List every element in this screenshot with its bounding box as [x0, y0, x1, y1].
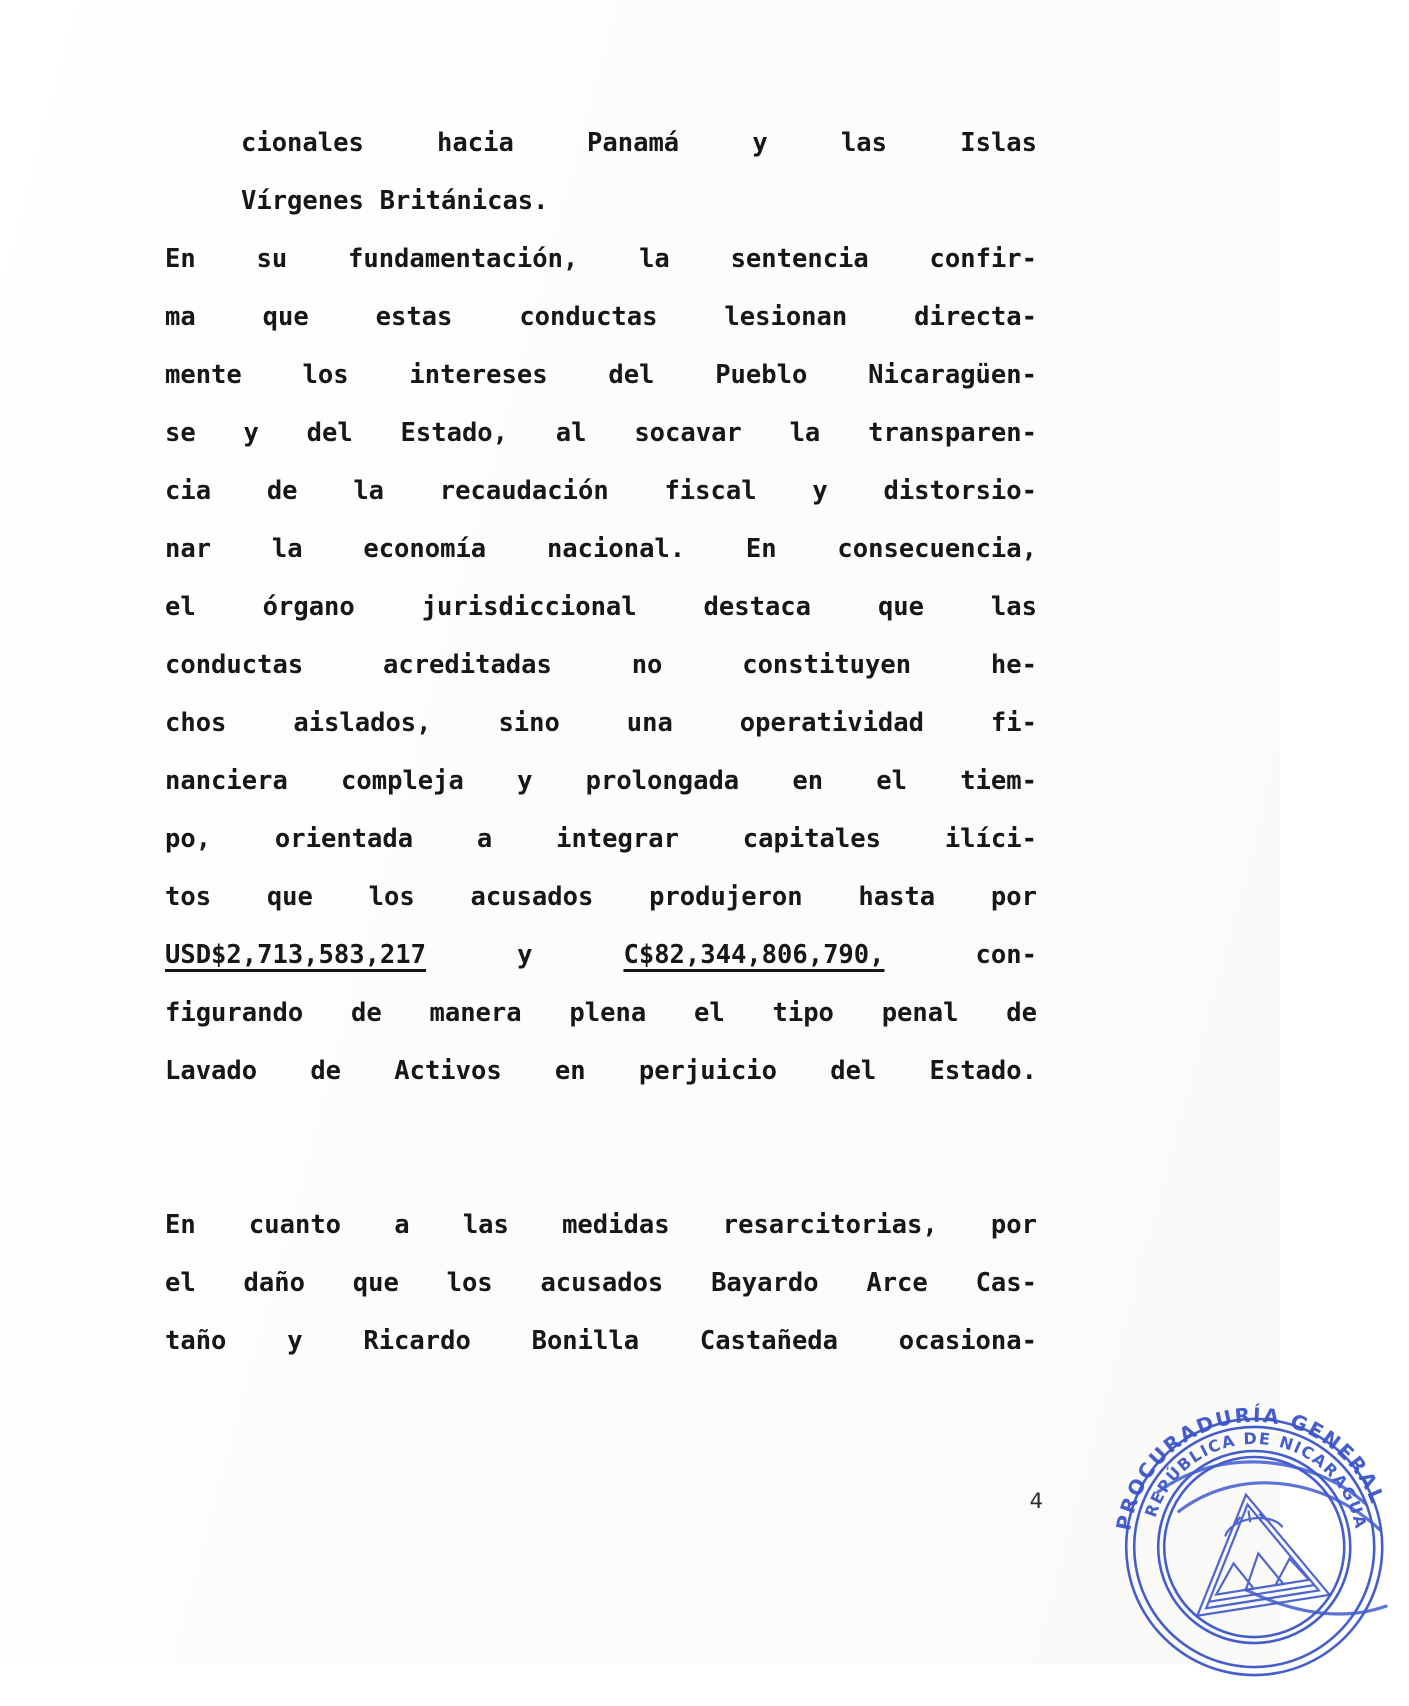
- word: confir-: [929, 244, 1037, 274]
- word: con-: [975, 940, 1037, 970]
- text-line: [165, 708, 1037, 766]
- text-line: [165, 1056, 1037, 1114]
- word: del: [830, 1056, 877, 1086]
- word: la: [789, 418, 821, 448]
- text-line: [165, 1210, 1037, 1268]
- word: tipo: [772, 998, 834, 1028]
- word: produjeron: [649, 882, 803, 912]
- word: directa-: [914, 302, 1037, 332]
- page-number: 4: [1029, 1489, 1043, 1513]
- word: en: [792, 766, 824, 796]
- word: Ricardo: [363, 1326, 471, 1356]
- word: Bayardo: [711, 1268, 819, 1298]
- word: de: [350, 998, 382, 1028]
- word: las: [990, 592, 1037, 622]
- word: resarcitorias,: [722, 1210, 938, 1240]
- text-line: [165, 824, 1037, 882]
- word: y: [517, 940, 533, 970]
- word: a: [394, 1210, 410, 1240]
- word: tiem-: [960, 766, 1037, 796]
- word: que: [262, 302, 309, 332]
- text-line: [165, 1268, 1037, 1326]
- word: En: [745, 534, 777, 564]
- word: y: [287, 1326, 303, 1356]
- word: ocasiona-: [898, 1326, 1037, 1356]
- word: la: [353, 476, 385, 506]
- word: sentencia: [730, 244, 869, 274]
- text-line: [165, 766, 1037, 824]
- word: que: [877, 592, 924, 622]
- word: acusados: [540, 1268, 664, 1298]
- paragraph-continuation: [165, 128, 1037, 244]
- word: penal: [881, 998, 959, 1028]
- word: y: [812, 476, 828, 506]
- word: prolongada: [585, 766, 740, 796]
- word: consecuencia,: [837, 534, 1037, 564]
- word: economía: [363, 534, 487, 564]
- seal-inner-text: REPÚBLICA DE NICARAGUA: [1141, 1428, 1371, 1532]
- word: no: [631, 650, 663, 680]
- word: recaudación: [439, 476, 609, 506]
- word: por: [990, 882, 1037, 912]
- word: transparen-: [868, 418, 1037, 448]
- amount-usd: USD$2,713,583,217: [165, 940, 426, 970]
- word: orientada: [274, 824, 414, 854]
- word: la: [639, 244, 670, 274]
- word: conductas: [519, 302, 658, 332]
- word: plena: [569, 998, 647, 1028]
- word: tos: [165, 882, 212, 912]
- word: y: [752, 128, 768, 158]
- word: Británicas.: [379, 186, 549, 216]
- word: cuanto: [248, 1210, 342, 1240]
- word: acusados: [470, 882, 594, 912]
- word: el: [165, 1268, 196, 1298]
- text-line: [165, 998, 1037, 1056]
- paragraph-spacer: [165, 1114, 1037, 1210]
- word: conductas: [165, 650, 304, 680]
- word: de: [266, 476, 298, 506]
- word: ilíci-: [944, 824, 1037, 854]
- text-line: [165, 128, 1037, 186]
- word: lesionan: [724, 302, 848, 332]
- word: y: [243, 418, 259, 448]
- word: por: [990, 1210, 1037, 1240]
- word: Estado,: [400, 418, 508, 448]
- word: fi-: [990, 708, 1037, 738]
- word: nacional.: [546, 534, 686, 564]
- word: cia: [165, 476, 212, 506]
- text-line: [165, 534, 1037, 592]
- word: nar: [165, 534, 212, 564]
- text-line: [165, 360, 1037, 418]
- text-line: [165, 476, 1037, 534]
- word: intereses: [409, 360, 548, 390]
- word: distorsio-: [883, 476, 1037, 506]
- word: sino: [498, 708, 560, 738]
- word: Nicaragüen-: [868, 360, 1037, 390]
- word: de: [310, 1056, 342, 1086]
- word: En: [165, 1210, 196, 1240]
- text-line: [165, 418, 1037, 476]
- word: integrar: [556, 824, 679, 854]
- word: Lavado: [165, 1056, 258, 1086]
- word: los: [446, 1268, 493, 1298]
- word: Activos: [394, 1056, 502, 1086]
- text-line: [165, 592, 1037, 650]
- text-line: [165, 302, 1037, 360]
- word: el: [693, 998, 725, 1028]
- word: aislados,: [293, 708, 432, 738]
- word: de: [1006, 998, 1037, 1028]
- word: Islas: [960, 128, 1037, 158]
- word: que: [352, 1268, 399, 1298]
- word: Castañeda: [699, 1326, 839, 1356]
- word: hasta: [858, 882, 936, 912]
- word: que: [266, 882, 313, 912]
- text-line: [165, 882, 1037, 940]
- word: las: [840, 128, 888, 158]
- word: Estado.: [929, 1056, 1037, 1086]
- document-body: [165, 128, 1037, 1384]
- word: mente: [165, 360, 242, 390]
- word: Cas-: [975, 1268, 1037, 1298]
- word: jurisdiccional: [421, 592, 637, 622]
- word: una: [626, 708, 673, 738]
- word: cionales: [241, 128, 364, 158]
- text-line: [165, 244, 1037, 302]
- word: Arce: [866, 1268, 928, 1298]
- word: fiscal: [664, 476, 757, 506]
- word: del: [306, 418, 353, 448]
- word: manera: [429, 998, 522, 1028]
- word: figurando: [165, 998, 304, 1028]
- word: a: [476, 824, 493, 854]
- amount-cordobas: C$82,344,806,790,: [623, 940, 885, 970]
- word: del: [608, 360, 655, 390]
- word: En: [165, 244, 196, 274]
- word: medidas: [562, 1210, 670, 1240]
- word: nanciera: [165, 766, 288, 796]
- word: daño: [243, 1268, 305, 1298]
- word: taño: [165, 1326, 227, 1356]
- text-line: [165, 650, 1037, 708]
- word: órgano: [262, 592, 355, 622]
- word: se: [165, 418, 196, 448]
- word: en: [554, 1056, 586, 1086]
- paragraph-fundamentacion: [165, 244, 1037, 1114]
- word: el: [876, 766, 907, 796]
- word: Panamá: [587, 128, 680, 158]
- word: acreditadas: [382, 650, 552, 680]
- word: socavar: [634, 418, 742, 448]
- word: perjuicio: [638, 1056, 778, 1086]
- word: y: [517, 766, 533, 796]
- word: estas: [375, 302, 453, 332]
- word: Pueblo: [715, 360, 808, 390]
- word: los: [368, 882, 415, 912]
- word: la: [271, 534, 303, 564]
- word: compleja: [341, 766, 464, 796]
- word: Vírgenes: [241, 186, 364, 216]
- word: constituyen: [742, 650, 912, 680]
- word: su: [256, 244, 288, 274]
- word: hacia: [437, 128, 514, 158]
- text-line: [165, 186, 1037, 244]
- word: capitales: [742, 824, 881, 854]
- seal-outer-text: PROCURADURÍA GENERAL: [1111, 1402, 1391, 1533]
- word: chos: [165, 708, 227, 738]
- word: po,: [165, 824, 212, 854]
- paragraph-resarcitorias: [165, 1210, 1037, 1384]
- word: he-: [990, 650, 1037, 680]
- word: ma: [165, 302, 196, 332]
- word: fundamentación,: [348, 244, 579, 274]
- word: destaca: [703, 592, 812, 622]
- word: los: [302, 360, 349, 390]
- word: el: [165, 592, 196, 622]
- word: Bonilla: [531, 1326, 640, 1356]
- text-line: [165, 1326, 1037, 1384]
- text-line-amounts: [165, 940, 1037, 998]
- word: al: [555, 418, 587, 448]
- word: las: [462, 1210, 509, 1240]
- word: operatividad: [739, 708, 924, 738]
